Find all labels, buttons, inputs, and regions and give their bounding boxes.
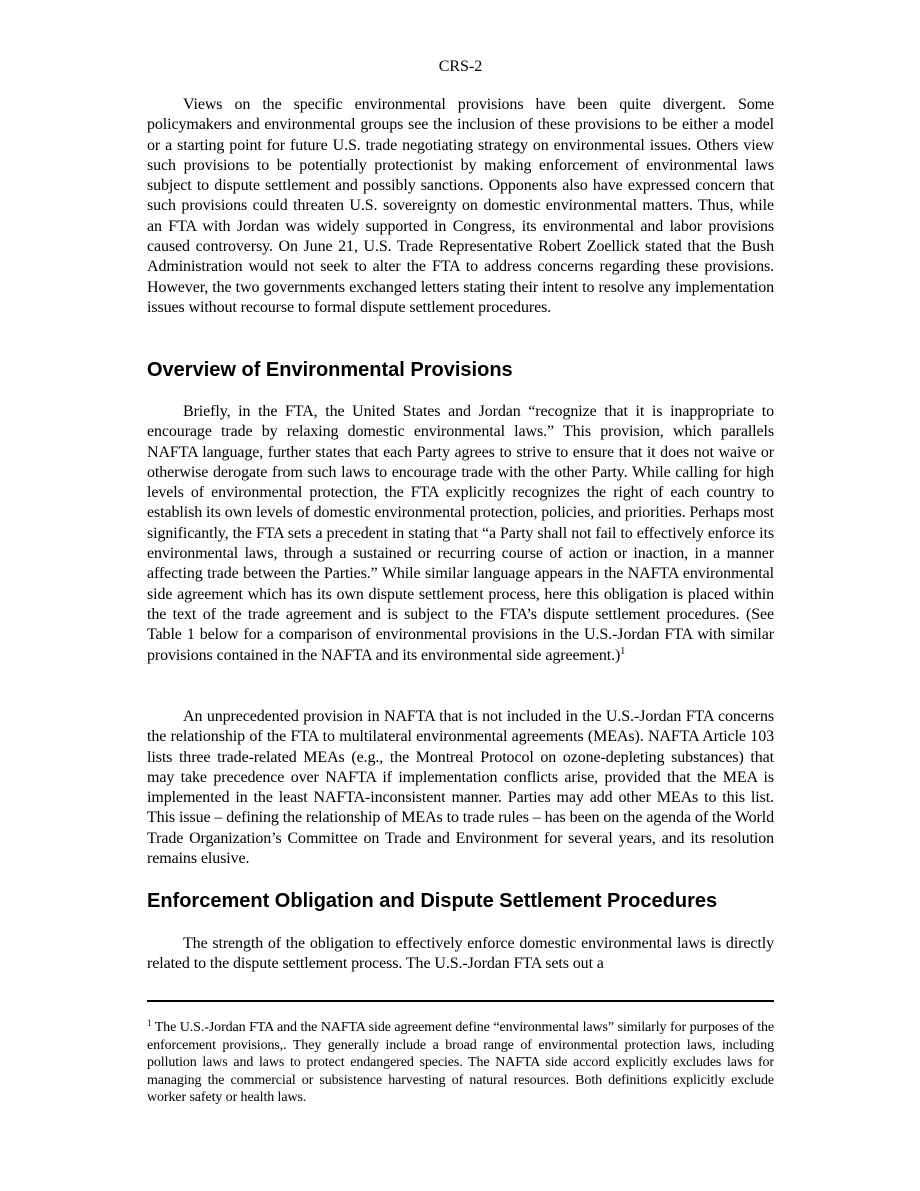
footnote-reference: 1 [620, 645, 626, 657]
page-number: CRS-2 [438, 58, 483, 75]
paragraph-unprecedented: An unprecedented provision in NAFTA that is not included in the U.S.-Jordan FTA concerns the relationship of the FTA to multilateral environmental agreements (MEAs). NAFTA Article 103 lists three trade-related MEAs (e.g., the Montreal Protocol on ozone-depleting substances) that may take precedence over NAFTA if implementation conflicts arise, provided that the MEA is implemented in the least NAFTA-inconsistent manner. Parties may add other MEAs to this list. This issue – defining the relationship of MEAs to trade rules – has been on the agenda of the World Trade Organization’s Committee on Trade and Environment for several years, and its resolution remains elusive. [147, 708, 774, 868]
paragraph-strength: The strength of the obligation to effectively enforce domestic environmental laws is directly related to the dispute settlement process. The U.S.-Jordan FTA sets out a [147, 935, 774, 973]
footnote-text: The U.S.-Jordan FTA and the NAFTA side agreement define “environmental laws” similarly for purposes of the enforcement provisions,. They generally include a broad range of environmental protection laws, including pollution laws and laws to protect endangered species. The NAFTA side accord explicitly excludes laws for managing the commercial or subsistence harvesting of natural resources. Both definitions explicitly exclude worker safety or health laws. [147, 1020, 774, 1106]
footnote [147, 1019, 774, 1107]
paragraph-briefly-text: Briefly, in the FTA, the United States and Jordan “recognize that it is inappropriate to encourage trade by relaxing domestic environmental laws.” This provision, which parallels NAFTA language, further states that each Party agrees to strive to ensure that it does not waive or otherwise derogate from such laws to encourage trade with the other Party. While calling for high levels of environmental protection, the FTA explicitly recognizes the right of each country to establish its own levels of domestic environmental protection, policies, and priorities. Perhaps most significantly, the FTA sets a precedent in stating that “a Party shall not fail to effectively enforce its environmental laws, through a sustained or recurring course of action or inaction, in a manner affecting trade between the Parties.” While similar language appears in the NAFTA environmental side agreement which has its own dispute settlement process, here this obligation is placed within the text of the trade agreement and is subject to the FTA’s dispute settlement procedures. (See Table 1 below for a comparison of environmental provisions in the U.S.-Jordan FTA with similar provisions contained in the NAFTA and its environmental side agreement.) [147, 403, 774, 664]
paragraph-divergent-views: Views on the specific environmental provisions have been quite divergent. Some policymakers and environmental groups see the inclusion of these provisions to be either a model or a starting point for future U.S. trade negotiating strategy on environmental issues. Others view such provisions to be potentially protectionist by making enforcement of environmental laws subject to dispute settlement and possibly sanctions. Opponents also have expressed concern that such provisions could threaten U.S. sovereignty on domestic environmental matters. Thus, while an FTA with Jordan was widely supported in Congress, its environmental and labor provisions caused controversy. On June 21, U.S. Trade Representative Robert Zoellick stated that the Bush Administration would not seek to alter the FTA to address concerns regarding these provisions. However, the two governments exchanged letters stating their intent to resolve any implementation issues without recourse to formal dispute settlement procedures. [147, 96, 774, 316]
heading-overview: Overview of Environmental Provisions [147, 359, 513, 381]
footnote-marker: 1 [147, 1018, 152, 1028]
heading-enforcement: Enforcement Obligation and Dispute Settlement Procedures [147, 890, 718, 912]
paragraph-briefly [147, 402, 774, 666]
footnote-divider [147, 1000, 774, 1002]
